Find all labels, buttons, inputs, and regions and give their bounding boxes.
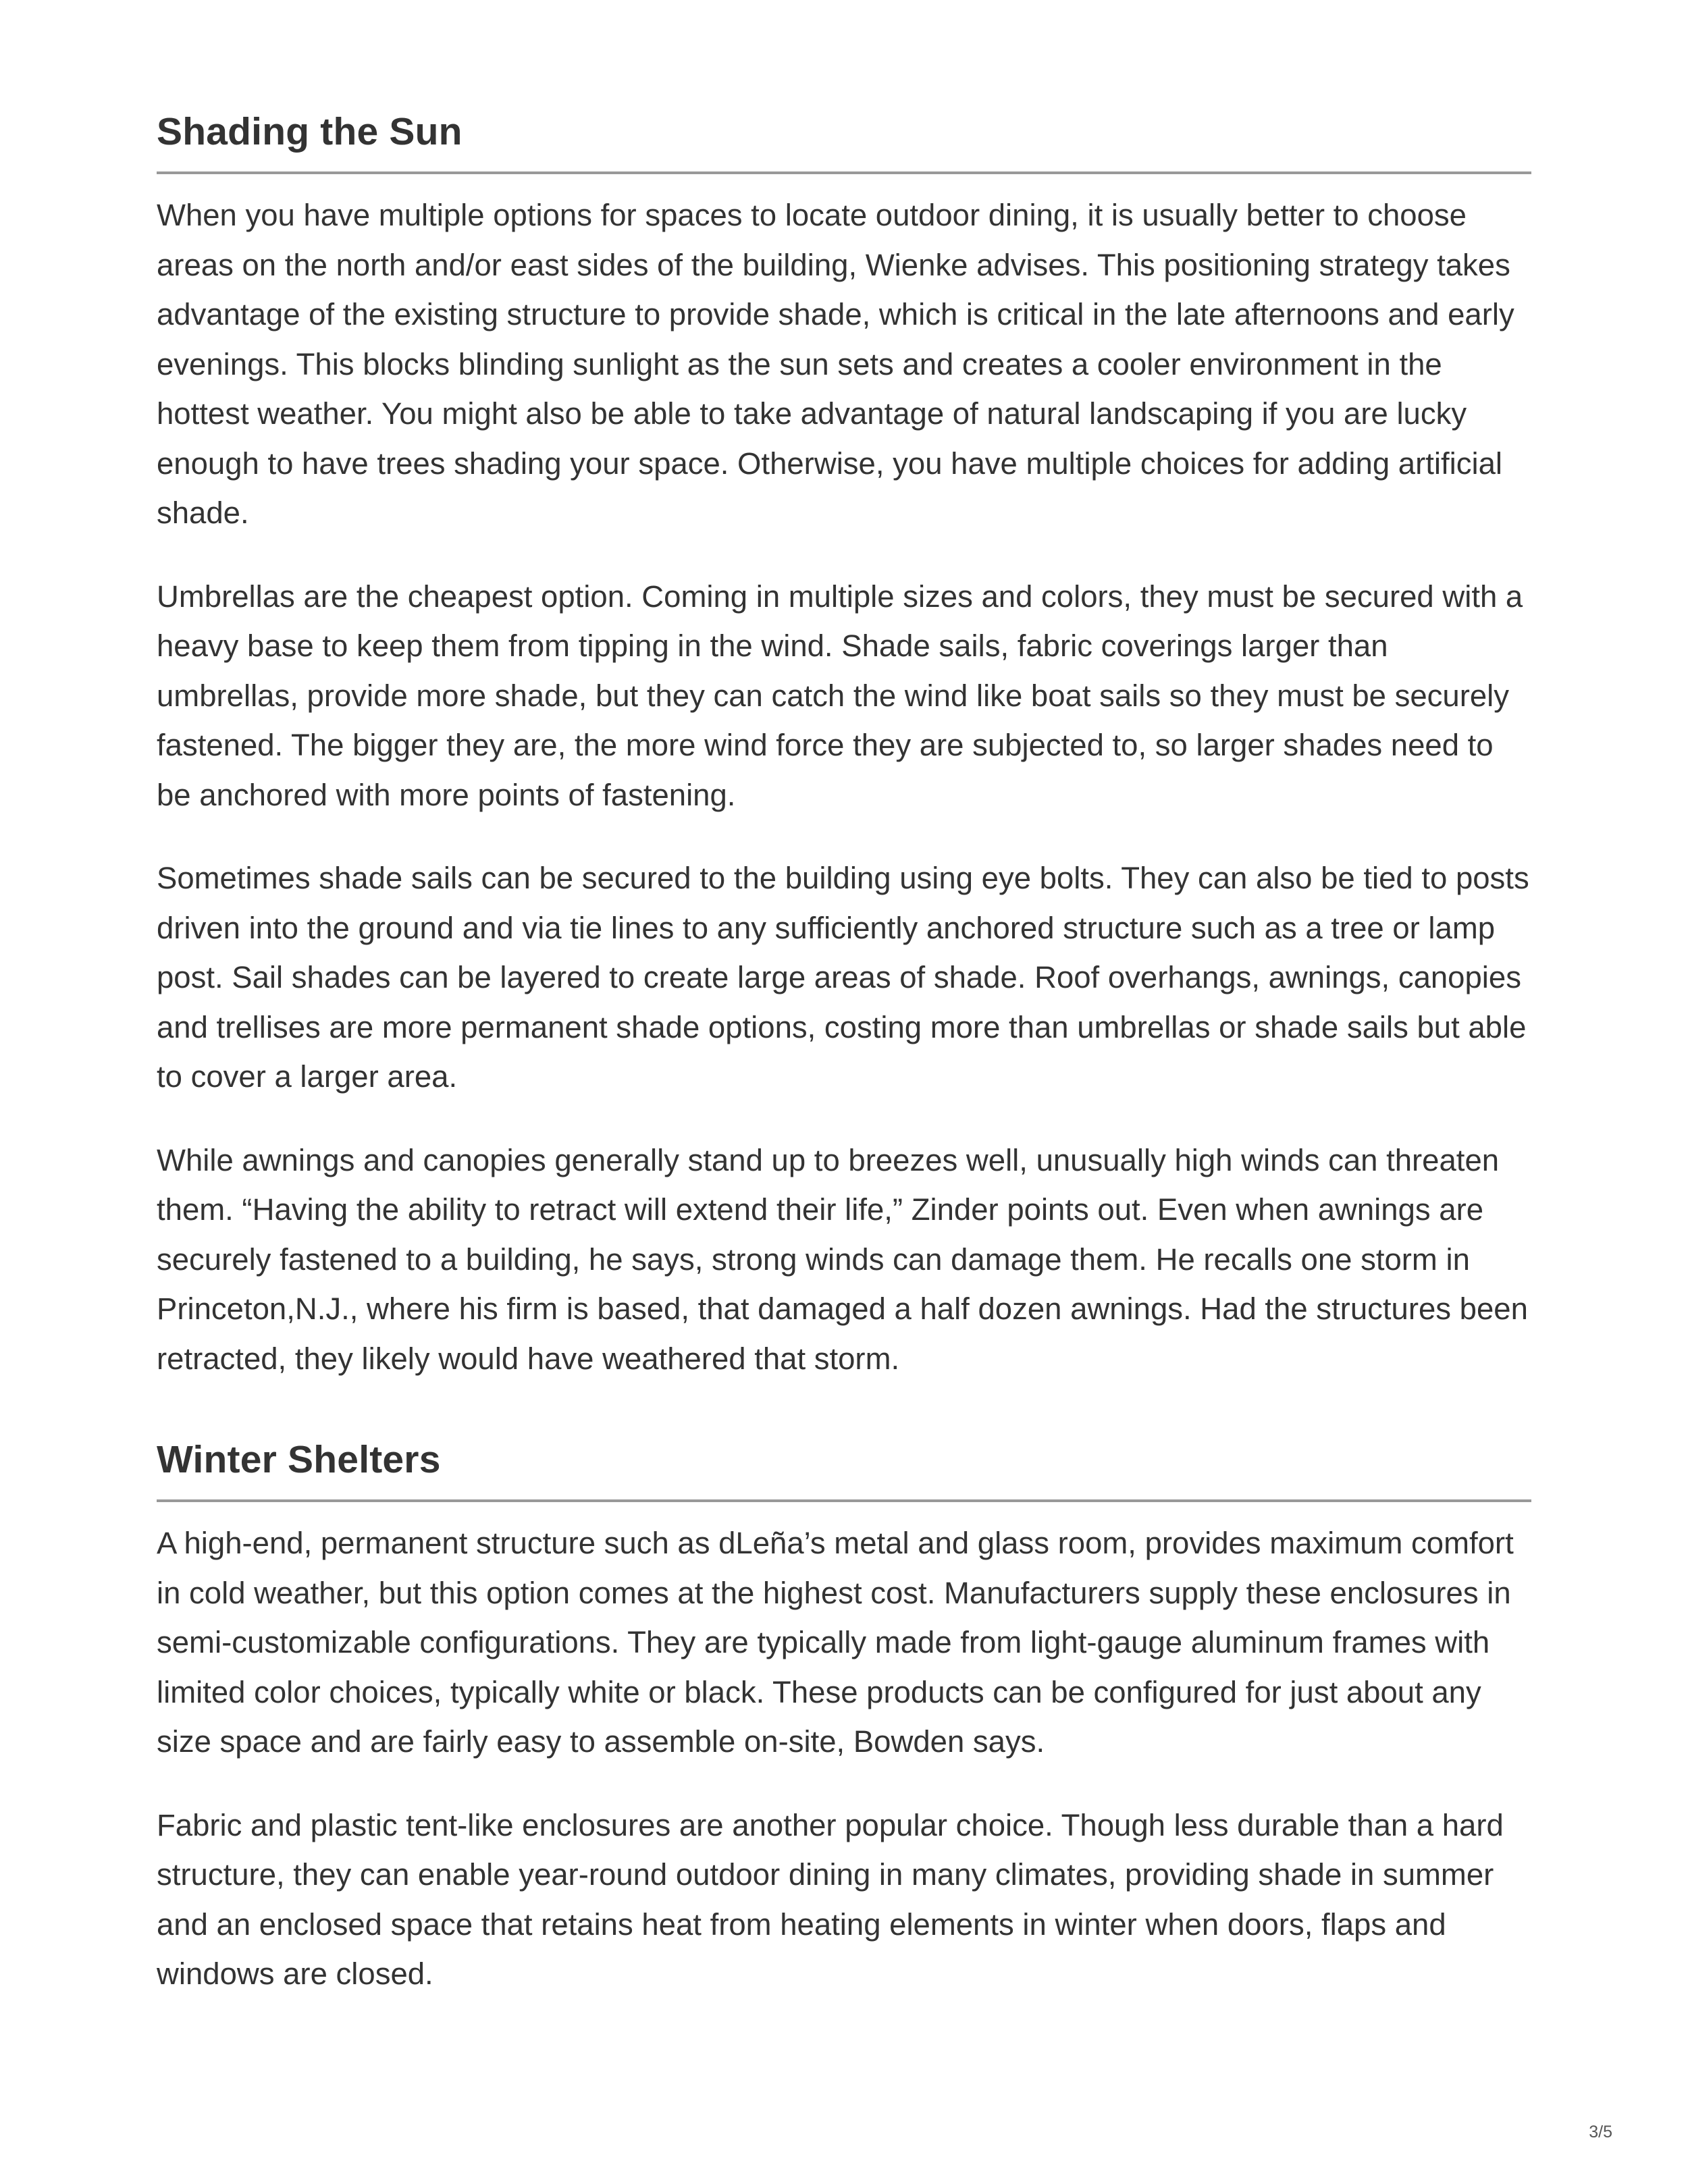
paragraph: While awnings and canopies generally stand up to breezes well, unusually high winds can threaten them. “Having the ability to retract will extend their life,” Zinder points out. Even when awnings are securely fastened to a building, he says, strong winds can damage them. He recalls one storm in Princeton,N.J., where his firm is based, that damaged a half dozen awnings. Had the structures been retracted, they likely would have weathered that storm. — [157, 1142, 1528, 1376]
section-heading-winter-shelters: Winter Shelters — [157, 1436, 1531, 1502]
paragraph: When you have multiple options for spaces to locate outdoor dining, it is usually better to choose areas on the north and/or east sides of the building, Wienke advises. This positioning strategy takes advantage of the existing structure to provide shade, which is critical in the late afternoons and early evenings. This blocks blinding sunlight as the sun sets and creates a cooler environment in the hottest weather. You might also be able to take advantage of natural landscaping if you are lucky enough to have trees shading your space. Otherwise, you have multiple choices for adding artificial shade. — [157, 198, 1514, 530]
paragraph: Sometimes shade sails can be secured to the building using eye bolts. They can also be tied to posts driven into the ground and via tie lines to any sufficiently anchored structure such as a tree or lamp post. Sail shades can be layered to create large areas of shade. Roof overhangs, awnings, canopies and trellises are more permanent shade options, costing more than umbrellas or shade sails but able to cover a larger area. — [157, 861, 1529, 1094]
section-body-shading-the-sun — [157, 190, 1531, 1383]
paragraph: Umbrellas are the cheapest option. Coming in multiple sizes and colors, they must be secured with a heavy base to keep them from tipping in the wind. Shade sails, fabric coverings larger than umbrellas, provide more shade, but they can catch the wind like boat sails so they must be securely fastened. The bigger they are, the more wind force they are subjected to, so larger shades need to be anchored with more points of fastening. — [157, 579, 1523, 812]
paragraph: A high-end, permanent structure such as dLeña’s metal and glass room, provides maximum comfort in cold weather, but this option comes at the highest cost. Manufacturers supply these enclosures in semi-customizable configurations. They are typically made from light-gauge aluminum frames with limited color choices, typically white or black. These products can be configured for just about any size space and are fairly easy to assemble on-site, Bowden says. — [157, 1526, 1514, 1759]
page-number: 3/5 — [1589, 2123, 1612, 2141]
article-content — [157, 108, 1531, 1999]
section-heading-shading-the-sun: Shading the Sun — [157, 108, 1531, 174]
section-body-winter-shelters — [157, 1518, 1531, 1999]
paragraph: Fabric and plastic tent-like enclosures are another popular choice. Though less durable than a hard structure, they can enable year-round outdoor dining in many climates, providing shade in summer and an enclosed space that retains heat from heating elements in winter when doors, flaps and windows are closed. — [157, 1807, 1504, 1991]
